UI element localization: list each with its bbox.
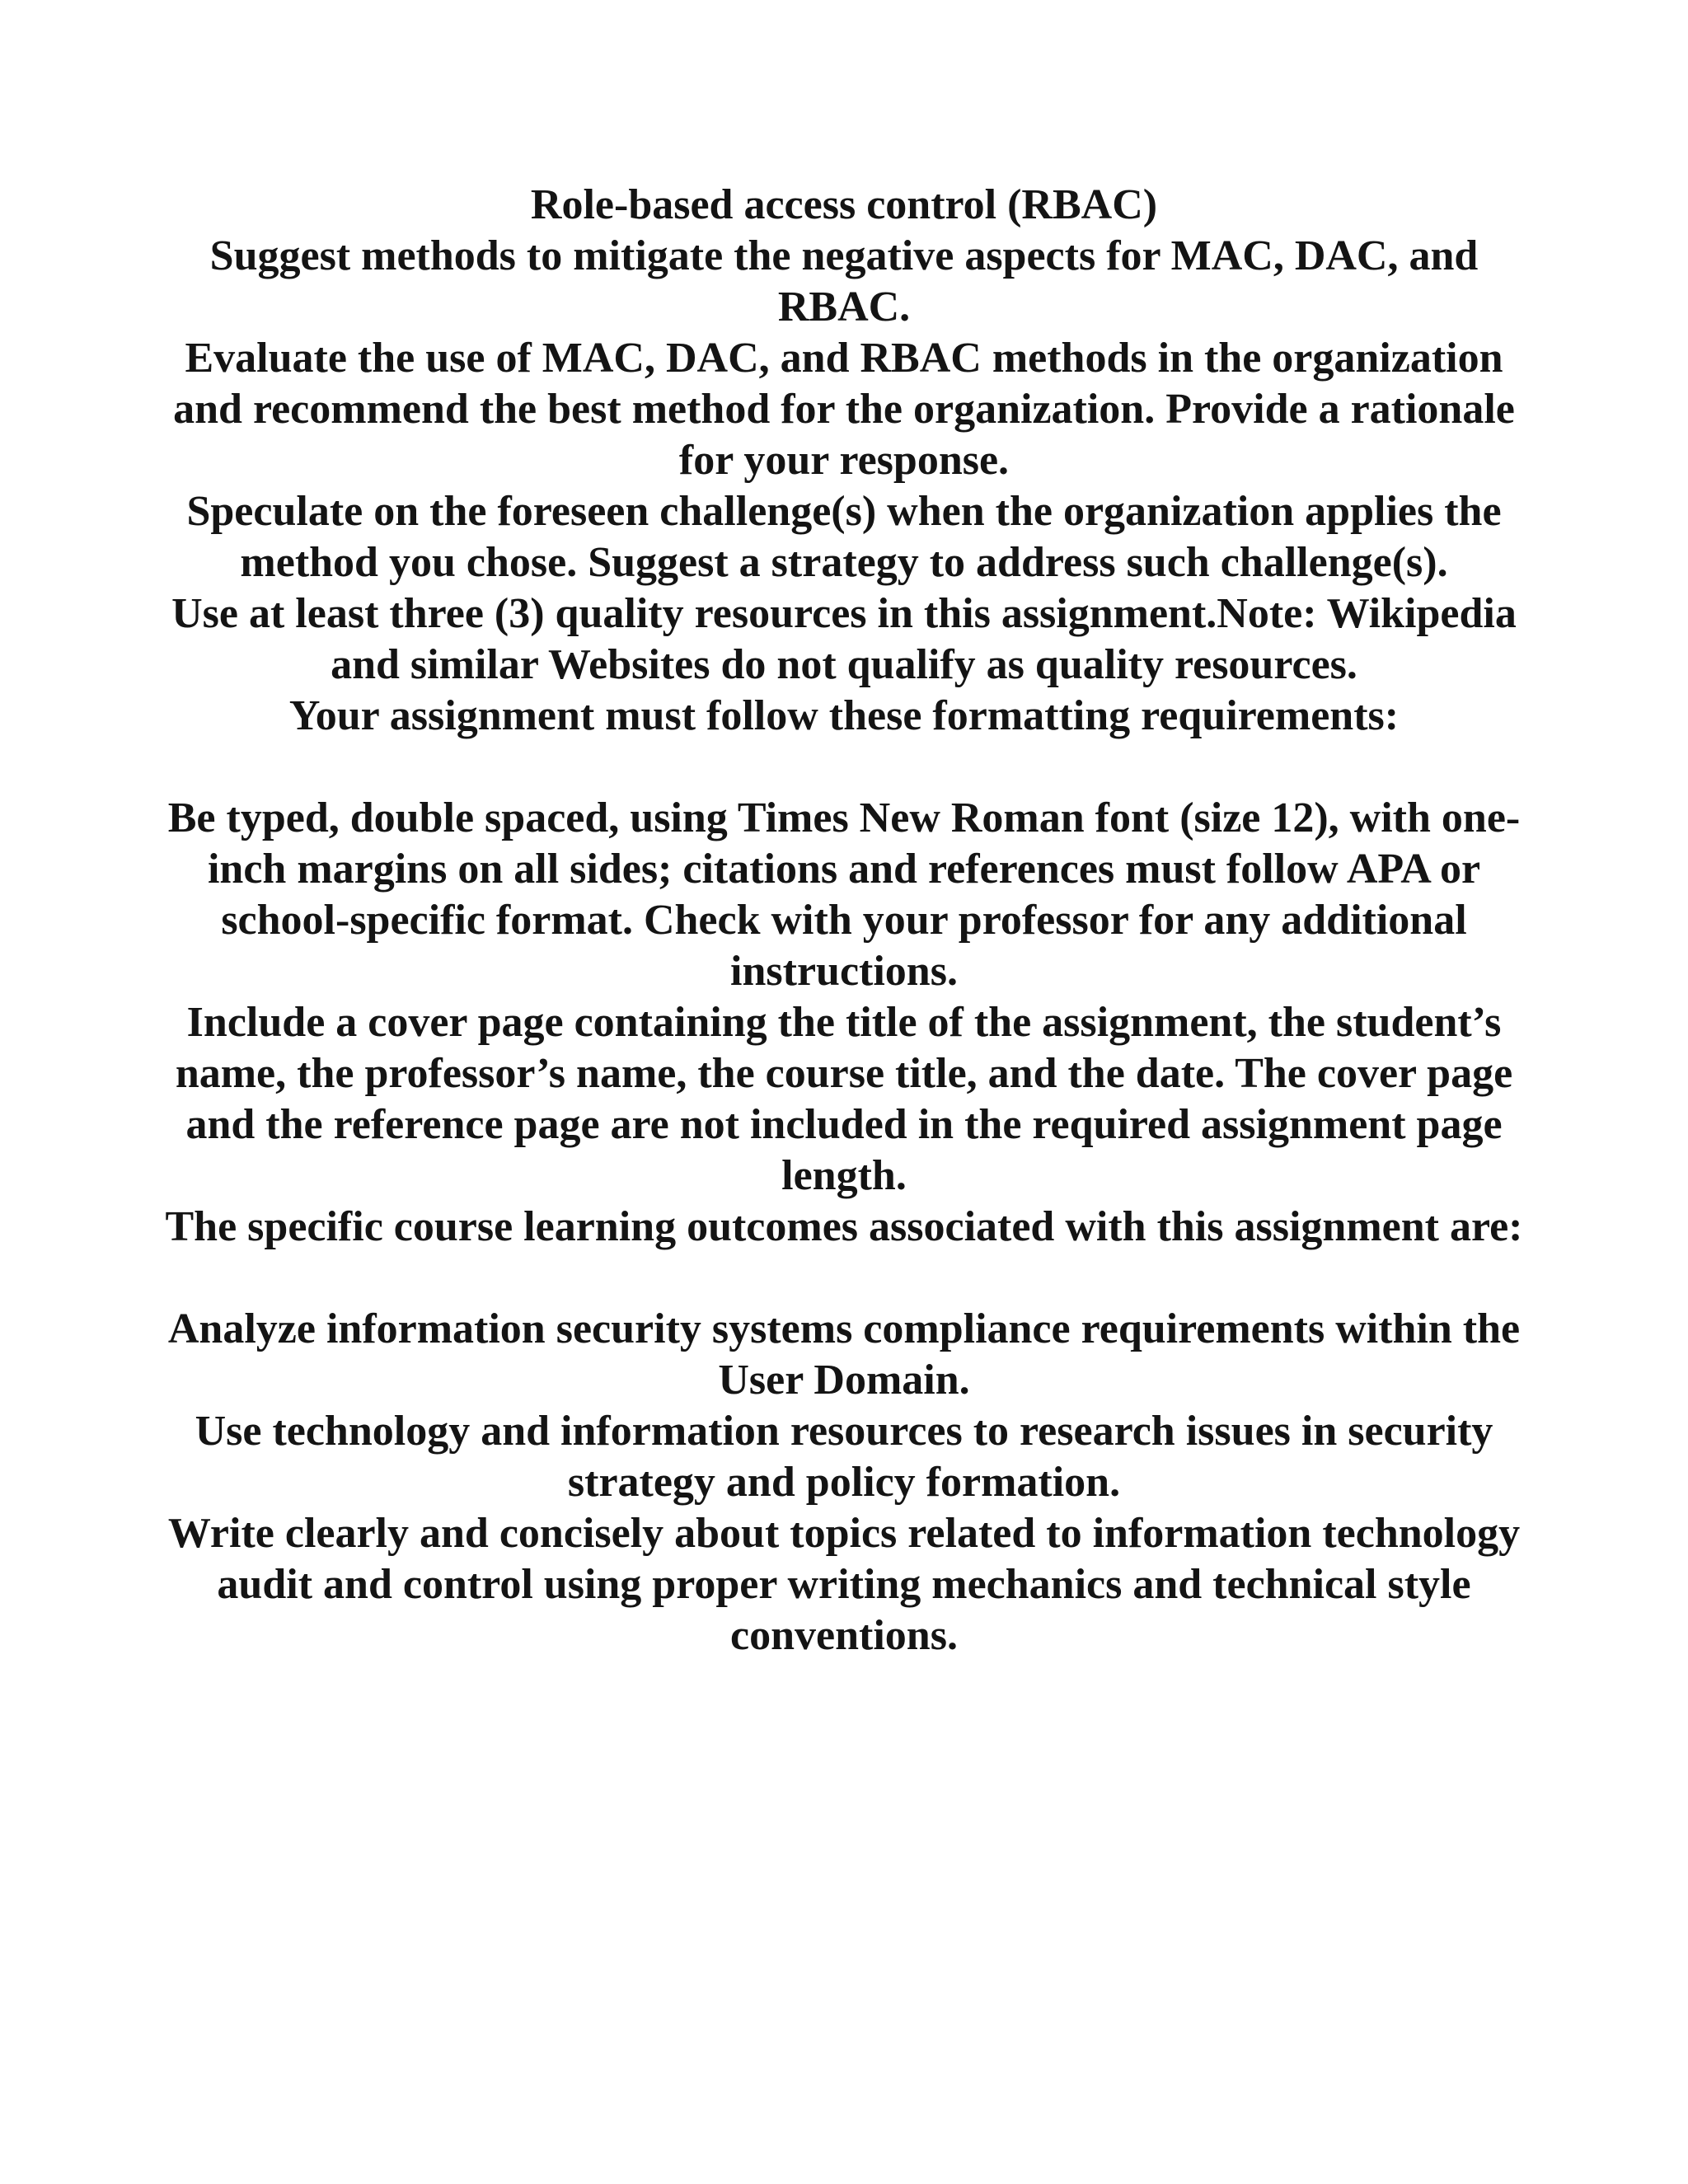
- heading-rbac: Role-based access control (RBAC): [530, 181, 1158, 228]
- paragraph-typed: Be typed, double spaced, using Times New Roman font (size 12), with one-inch margins on all sides; citations and references must follow APA or school-specific format. Check with your professor for any additional instructions.: [167, 794, 1521, 995]
- paragraph-mitigate: Suggest methods to mitigate the negative aspects for MAC, DAC, and RBAC.: [209, 232, 1479, 330]
- outcome-use-technology: Use technology and information resources to research issues in security strategy and policy formation.: [195, 1408, 1493, 1506]
- document-body: [165, 180, 1523, 1661]
- paragraph-evaluate: Evaluate the use of MAC, DAC, and RBAC methods in the organization and recommend the best method for the organization. Provide a rationale for your response.: [173, 335, 1515, 484]
- paragraph-formatting-intro: Your assignment must follow these formatting requirements:: [288, 692, 1400, 739]
- paragraph-resources: Use at least three (3) quality resources in this assignment.Note: Wikipedia and similar Websites do not qualify as quality resources.: [171, 590, 1517, 688]
- outcome-analyze: Analyze information security systems compliance requirements within the User Domain.: [167, 1305, 1521, 1404]
- outcome-write-clearly: Write clearly and concisely about topics related to information technology audit and control using proper writing mechanics and technical style conventions.: [167, 1510, 1521, 1659]
- blank-line: [165, 742, 1523, 793]
- blank-line: [165, 1253, 1523, 1304]
- paragraph-outcomes-intro: The specific course learning outcomes associated with this assignment are:: [165, 1203, 1523, 1250]
- paragraph-speculate: Speculate on the foreseen challenge(s) when the organization applies the method you chose. Suggest a strategy to address such challenge(s).: [186, 488, 1502, 586]
- paragraph-cover-page: Include a cover page containing the title of the assignment, the student’s name, the professor’s name, the course title, and the date. The cover page and the reference page are not included in the required assignment page length.: [175, 999, 1513, 1199]
